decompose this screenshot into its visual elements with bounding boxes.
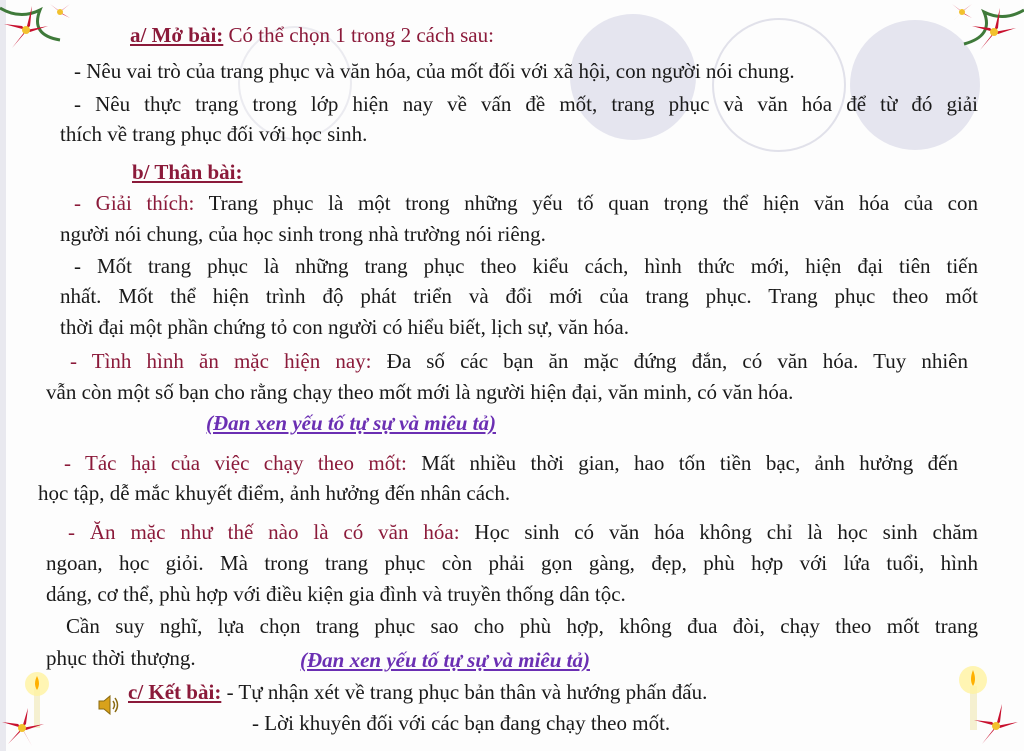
slide-border: [0, 0, 6, 751]
ket-bai-item-2: - Lời khuyên đối với các bạn đang chạy theo mốt.: [252, 711, 671, 735]
mot-line-2: nhất. Mốt thể hiện trình độ phát triển và đổi mới của trang phục. Trang phục theo mốt: [60, 284, 978, 308]
note-tu-su-2: (Đan xen yếu tố tự sự và miêu tả): [300, 648, 590, 672]
an-mac-text: Học sinh có văn hóa không chỉ là học sinh chăm: [459, 520, 978, 544]
mot-line-1: - Mốt trang phục là những trang phục theo kiểu cách, hình thức mới, hiện đại tiên tiến: [74, 254, 978, 278]
mo-bai-item-1: - Nêu vai trò của trang phục và văn hóa, của mốt đối với xã hội, con người nói chung.: [74, 59, 795, 83]
an-mac-line: [68, 517, 978, 547]
tac-hai-text: Mất nhiều thời gian, hao tốn tiền bạc, ảnh hưởng đến: [406, 451, 959, 475]
giai-thich-text: Trang phục là một trong những yếu tố quan trọng thể hiện văn hóa của con: [194, 191, 978, 215]
mo-bai-line: [130, 20, 494, 50]
can-suy-line: Cần suy nghĩ, lựa chọn trang phục sao cho phù hợp, không đua đòi, chạy theo mốt trang: [66, 614, 978, 638]
ket-bai-item-1: - Tự nhận xét về trang phục bản thân và hướng phấn đấu.: [221, 680, 708, 704]
tac-hai-label: - Tác hại của việc chạy theo mốt:: [64, 451, 407, 475]
speaker-icon[interactable]: [96, 692, 122, 718]
giai-thich-label: - Giải thích:: [74, 191, 195, 215]
poinsettia-icon: [0, 0, 78, 70]
can-suy-cont: phục thời thượng.: [46, 646, 196, 670]
tac-hai-cont: học tập, dễ mắc khuyết điểm, ảnh hưởng đến nhân cách.: [38, 481, 511, 505]
candle-icon: [940, 660, 1024, 751]
poinsettia-icon: [944, 0, 1024, 72]
tinh-hinh-cont: vẫn còn một số bạn cho rằng chạy theo mốt mới là người hiện đại, văn minh, có văn hóa.: [46, 380, 794, 404]
mo-bai-item-2-cont: thích về trang phục đối với học sinh.: [60, 122, 368, 146]
tinh-hinh-line: [70, 346, 968, 376]
ket-bai-line: [128, 677, 707, 707]
ket-bai-heading: c/ Kết bài:: [128, 680, 222, 704]
mo-bai-intro: Có thể chọn 1 trong 2 cách sau:: [223, 23, 494, 47]
tinh-hinh-label: - Tình hình ăn mặc hiện nay:: [70, 349, 372, 373]
an-mac-label: - Ăn mặc như thế nào là có văn hóa:: [68, 520, 460, 544]
giai-thich-line: [74, 188, 978, 218]
mo-bai-heading: a/ Mở bài:: [130, 23, 224, 47]
tinh-hinh-text: Đa số các bạn ăn mặc đứng đắn, có văn hóa. Tuy nhiên: [371, 349, 968, 373]
than-bai-heading: b/ Thân bài:: [132, 160, 243, 184]
poinsettia-icon: [0, 670, 70, 751]
mot-line-3: thời đại một phần chứng tỏ con người có hiểu biết, lịch sự, văn hóa.: [60, 315, 629, 339]
an-mac-cont-1: ngoan, học giỏi. Mà trong trang phục còn phải gọn gàng, đẹp, phù hợp với lứa tuổi, hình: [46, 551, 978, 575]
giai-thich-cont: người nói chung, của học sinh trong nhà trường nói riêng.: [60, 222, 546, 246]
an-mac-cont-2: dáng, cơ thể, phù hợp với điều kiện gia đình và truyền thống dân tộc.: [46, 582, 626, 606]
tac-hai-line: [64, 448, 958, 478]
mo-bai-item-2: - Nêu thực trạng trong lớp hiện nay về vấn đề mốt, trang phục và văn hóa để từ đó giải: [74, 92, 978, 116]
note-tu-su-1: (Đan xen yếu tố tự sự và miêu tả): [206, 411, 496, 435]
